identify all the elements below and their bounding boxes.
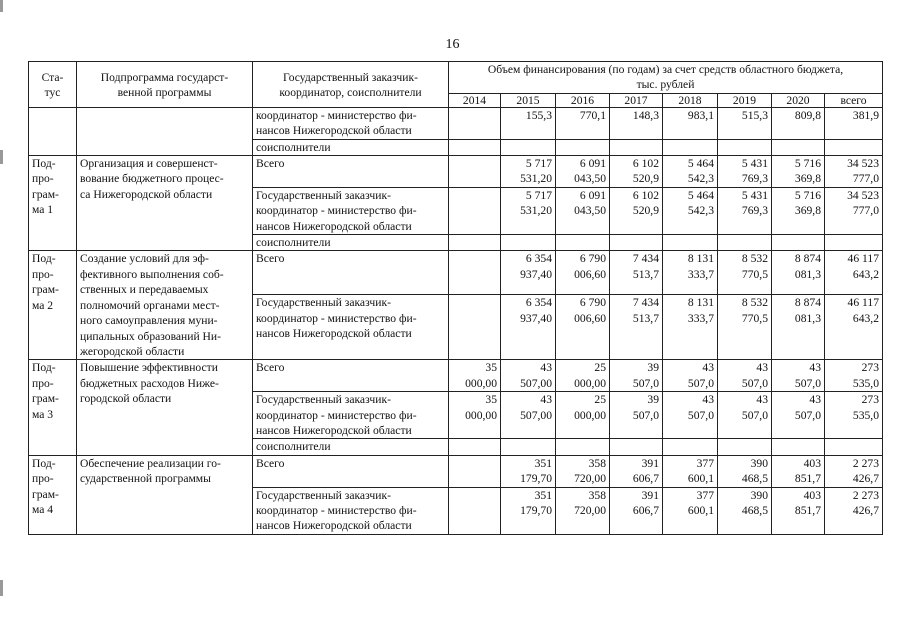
value-cell: 5 717 531,20 [501,156,556,188]
value-cell [501,235,556,251]
value-cell: 155,3 [501,107,556,139]
subprogram-cell: Обеспечение реализации го- сударственной программы [77,455,253,534]
value-cell: 358 720,00 [556,455,610,487]
value-cell: 381,9 [825,107,883,139]
customer-cell: соисполнители [253,139,449,155]
value-cell: 5 464 542,3 [663,156,718,188]
value-cell: 351 179,70 [501,455,556,487]
value-cell: 6 091 043,50 [556,187,610,234]
subprogram-cell: Повышение эффективности бюджетных расходов Ниже- городской области [77,360,253,455]
header-year: 2017 [610,93,663,107]
table-row [29,156,883,188]
customer-cell: Всего [253,455,449,487]
value-cell: 351 179,70 [501,487,556,534]
value-cell [718,235,772,251]
page-number: 16 [445,37,460,52]
table-row [29,251,883,295]
value-cell [449,156,501,188]
header-status: Ста- тус [29,62,77,108]
value-cell: 6 091 043,50 [556,156,610,188]
header-funding: Объем финансирования (по годам) за счет средств областного бюджета, тыс. рублей [449,62,883,94]
value-cell: 5 716 369,8 [772,156,825,188]
margin-mark [0,0,3,12]
value-cell [449,139,501,155]
value-cell: 2 273 426,7 [825,455,883,487]
value-cell: 46 117 643,2 [825,295,883,360]
value-cell: 43 507,00 [501,392,556,439]
value-cell [449,439,501,455]
value-cell: 43 507,0 [663,392,718,439]
value-cell: 7 434 513,7 [610,251,663,295]
value-cell [449,487,501,534]
subprogram-cell [77,107,253,155]
value-cell: 273 535,0 [825,392,883,439]
value-cell: 43 507,0 [772,392,825,439]
value-cell: 377 600,1 [663,455,718,487]
value-cell [556,235,610,251]
value-cell [449,187,501,234]
subprogram-cell: Организация и совершенст- вование бюджетного процес- са Нижегородской области [77,156,253,251]
value-cell: 35 000,00 [449,360,501,392]
header-subprogram: Подпрограмма государст- венной программы [77,62,253,108]
value-cell: 25 000,00 [556,360,610,392]
header-year: 2014 [449,93,501,107]
value-cell [825,235,883,251]
value-cell [501,139,556,155]
value-cell: 6 790 006,60 [556,251,610,295]
value-cell [449,251,501,295]
margin-mark [0,150,3,164]
table-row [29,455,883,487]
value-cell [610,439,663,455]
value-cell [663,439,718,455]
value-cell [663,139,718,155]
value-cell: 43 507,0 [663,360,718,392]
customer-cell: соисполнители [253,439,449,455]
value-cell [825,139,883,155]
header-year: 2015 [501,93,556,107]
value-cell: 43 507,0 [718,392,772,439]
value-cell: 983,1 [663,107,718,139]
value-cell: 8 532 770,5 [718,251,772,295]
value-cell: 403 851,7 [772,455,825,487]
value-cell [501,439,556,455]
table-row [29,360,883,392]
value-cell [610,235,663,251]
value-cell: 515,3 [718,107,772,139]
status-cell: Под- про- грам- ма 3 [29,360,77,455]
value-cell: 403 851,7 [772,487,825,534]
header-customer: Государственный заказчик- координатор, соисполнители [253,62,449,108]
value-cell: 391 606,7 [610,455,663,487]
value-cell [663,235,718,251]
value-cell: 8 131 333,7 [663,251,718,295]
status-cell: Под- про- грам- ма 2 [29,251,77,360]
value-cell: 6 354 937,40 [501,295,556,360]
customer-cell: Всего [253,251,449,295]
customer-cell: Государственный заказчик- координатор - министерство фи- нансов Нижегородской области [253,295,449,360]
header-year: 2020 [772,93,825,107]
value-cell: 273 535,0 [825,360,883,392]
value-cell: 5 431 769,3 [718,187,772,234]
value-cell [449,235,501,251]
value-cell: 6 790 006,60 [556,295,610,360]
value-cell: 39 507,0 [610,360,663,392]
value-cell: 25 000,00 [556,392,610,439]
value-cell: 34 523 777,0 [825,187,883,234]
value-cell: 34 523 777,0 [825,156,883,188]
value-cell: 5 431 769,3 [718,156,772,188]
value-cell: 391 606,7 [610,487,663,534]
customer-cell: Всего [253,360,449,392]
value-cell: 6 354 937,40 [501,251,556,295]
value-cell: 43 507,00 [501,360,556,392]
value-cell [556,439,610,455]
status-cell: Под- про- грам- ма 4 [29,455,77,534]
value-cell: 7 434 513,7 [610,295,663,360]
header-year: 2019 [718,93,772,107]
status-cell: Под- про- грам- ма 1 [29,156,77,251]
value-cell [772,139,825,155]
value-cell [718,439,772,455]
value-cell: 5 717 531,20 [501,187,556,234]
value-cell: 2 273 426,7 [825,487,883,534]
value-cell [556,139,610,155]
value-cell [825,439,883,455]
value-cell: 5 716 369,8 [772,187,825,234]
customer-cell: координатор - министерство фи- нансов Нижегородской области [253,107,449,139]
value-cell [718,139,772,155]
value-cell [772,235,825,251]
customer-cell: Государственный заказчик- координатор - министерство фи- нансов Нижегородской области [253,487,449,534]
value-cell: 770,1 [556,107,610,139]
status-cell [29,107,77,155]
value-cell: 8 874 081,3 [772,295,825,360]
header-year: 2016 [556,93,610,107]
value-cell: 8 874 081,3 [772,251,825,295]
customer-cell: Государственный заказчик- координатор - министерство фи- нансов Нижегородской области [253,187,449,234]
value-cell: 809,8 [772,107,825,139]
value-cell: 6 102 520,9 [610,187,663,234]
value-cell: 43 507,0 [718,360,772,392]
value-cell: 377 600,1 [663,487,718,534]
value-cell: 390 468,5 [718,455,772,487]
value-cell [449,295,501,360]
header-year: 2018 [663,93,718,107]
value-cell: 43 507,0 [772,360,825,392]
value-cell [610,139,663,155]
value-cell: 148,3 [610,107,663,139]
value-cell: 39 507,0 [610,392,663,439]
customer-cell: Всего [253,156,449,188]
subprogram-cell: Создание условий для эф- фективного выполнения соб- ственных и передаваемых полномочий органами мест- ного самоуправления муни- ципальных образований Ни- жегородской области [77,251,253,360]
header-year: всего [825,93,883,107]
value-cell: 8 532 770,5 [718,295,772,360]
value-cell: 46 117 643,2 [825,251,883,295]
value-cell: 6 102 520,9 [610,156,663,188]
value-cell [449,455,501,487]
funding-table [28,61,883,535]
value-cell: 35 000,00 [449,392,501,439]
value-cell: 5 464 542,3 [663,187,718,234]
customer-cell: Государственный заказчик- координатор - министерство фи- нансов Нижегородской области [253,392,449,439]
table-row [29,107,883,139]
margin-mark [0,580,3,596]
value-cell [772,439,825,455]
value-cell: 8 131 333,7 [663,295,718,360]
customer-cell: соисполнители [253,235,449,251]
value-cell: 358 720,00 [556,487,610,534]
value-cell: 390 468,5 [718,487,772,534]
value-cell [449,107,501,139]
